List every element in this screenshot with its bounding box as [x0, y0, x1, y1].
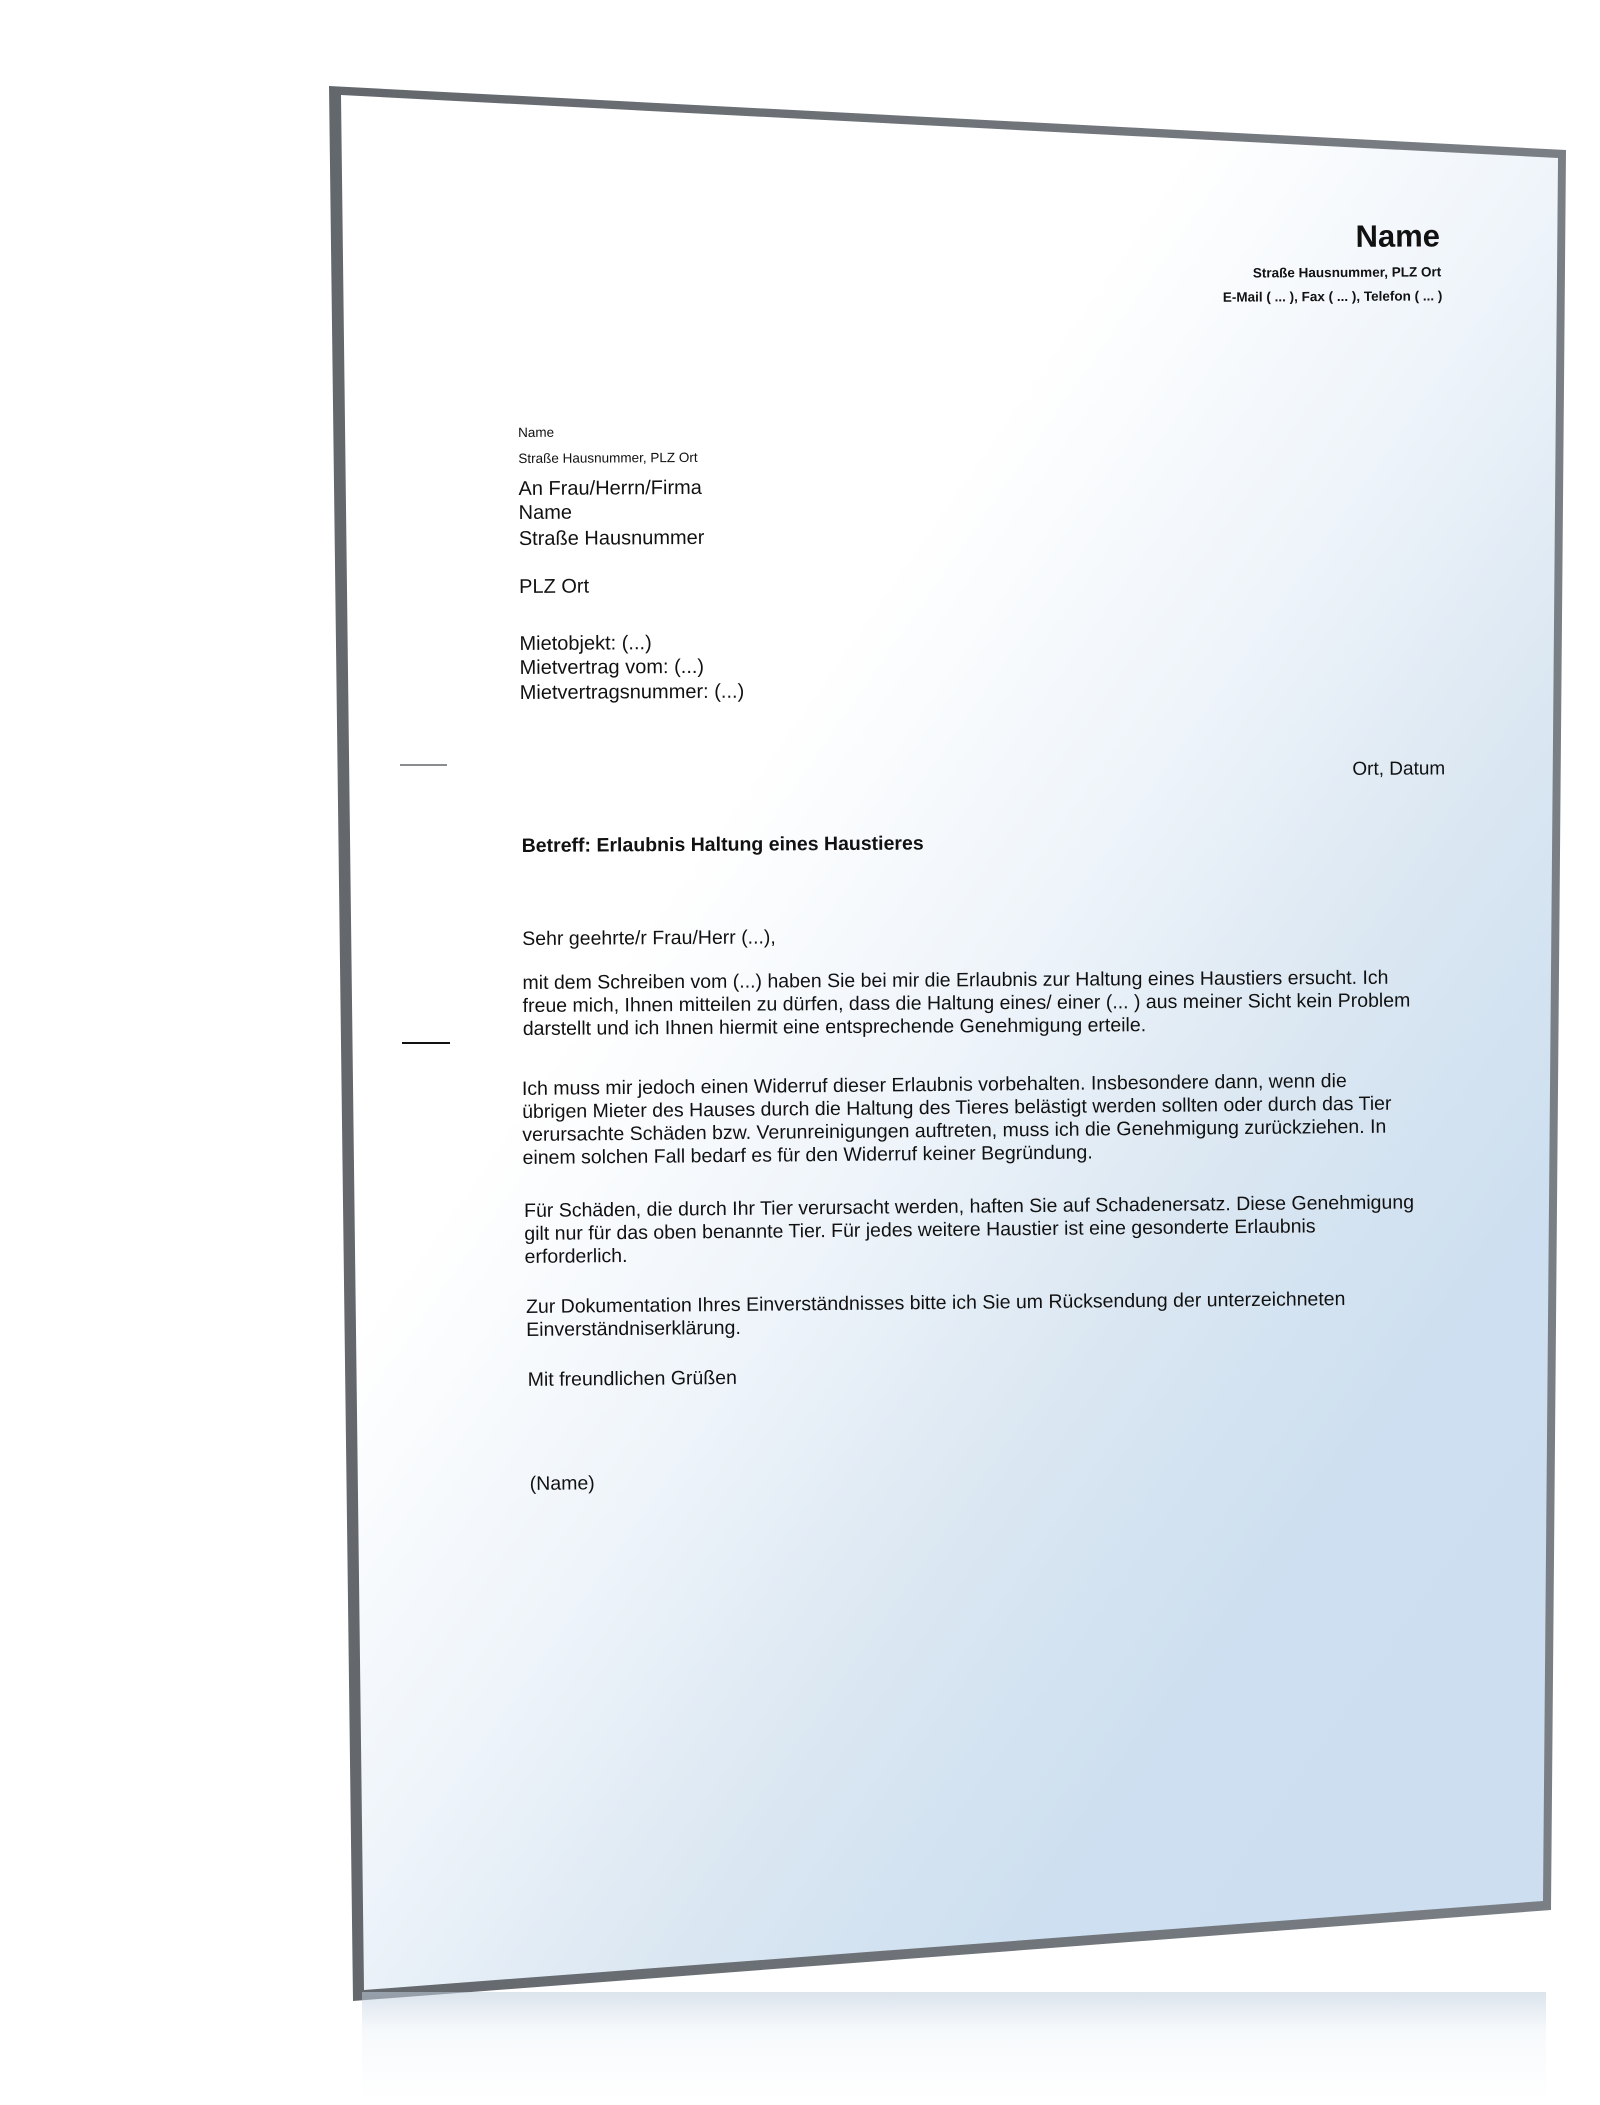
paragraph-1-line-1: mit dem Schreiben vom (...) haben Sie bei mir die Erlaubnis zur Haltung eines Haustiers ersucht. Ich	[522, 966, 1389, 994]
letterhead-address: Straße Hausnummer, PLZ Ort	[1252, 264, 1442, 281]
paragraph-3-line-3: erforderlich.	[524, 1244, 628, 1268]
sender-name: Name	[518, 424, 555, 441]
recipient-name: Name	[518, 501, 573, 525]
fold-mark-upper	[400, 764, 447, 766]
reference-rental-object: Mietobjekt: (...)	[519, 632, 652, 655]
place-date: Ort, Datum	[1352, 758, 1446, 780]
fold-mark-middle	[402, 1042, 450, 1044]
subject-line: Betreff: Erlaubnis Haltung eines Haustieres	[521, 832, 924, 857]
paragraph-3-line-1: Für Schäden, die durch Ihr Tier verursacht werden, haften Sie auf Schadenersatz. Diese Genehmigung	[523, 1191, 1415, 1222]
paragraph-2-line-4: einem solchen Fall bedarf es für den Widerruf keiner Begründung.	[522, 1141, 1093, 1169]
recipient-salutation: An Frau/Herrn/Firma	[518, 476, 702, 501]
paragraph-2-line-2: übrigen Mieter des Hauses durch die Haltung des Tieres belästigt werden sollten oder durch das Tier	[522, 1092, 1392, 1123]
paragraph-1-line-3: darstellt und ich Ihnen hiermit eine entsprechende Genehmigung erteile.	[522, 1014, 1147, 1040]
signature-name: (Name)	[529, 1472, 595, 1495]
paragraph-1-line-2: freue mich, Ihnen mitteilen zu dürfen, dass die Haltung eines/ einer (... ) aus meiner Sicht kein Problem	[522, 989, 1411, 1017]
paragraph-2-line-3: verursachte Schäden bzw. Verunreinigungen auftreten, muss ich die Genehmigung zurückziehen. In	[522, 1115, 1387, 1146]
paragraph-4-line-1: Zur Dokumentation Ihres Einverständnisses bitte ich Sie um Rücksendung der unterzeichneten	[525, 1288, 1346, 1318]
recipient-city: PLZ Ort	[519, 575, 590, 598]
letterhead-name: Name	[1355, 218, 1441, 254]
closing: Mit freundlichen Grüßen	[527, 1366, 738, 1391]
recipient-street: Straße Hausnummer	[518, 526, 705, 551]
paragraph-4-line-2: Einverständniserklärung.	[526, 1316, 741, 1341]
reference-contract-number: Mietvertragsnummer: (...)	[519, 680, 745, 704]
letterhead-contact: E-Mail ( ... ), Fax ( ... ), Telefon ( ... )	[1222, 288, 1443, 305]
paragraph-2-line-1: Ich muss mir jedoch einen Widerruf dieser Erlaubnis vorbehalten. Insbesondere dann, wenn die	[521, 1070, 1347, 1100]
reference-contract-date: Mietvertrag vom: (...)	[519, 655, 705, 679]
paragraph-3-line-2: gilt nur für das oben benannte Tier. Für jedes weitere Haustier ist eine gesonderte Erlaubnis	[524, 1215, 1316, 1245]
greeting: Sehr geehrte/r Frau/Herr (...),	[522, 926, 776, 950]
sender-address: Straße Hausnummer, PLZ Ort	[518, 449, 698, 467]
